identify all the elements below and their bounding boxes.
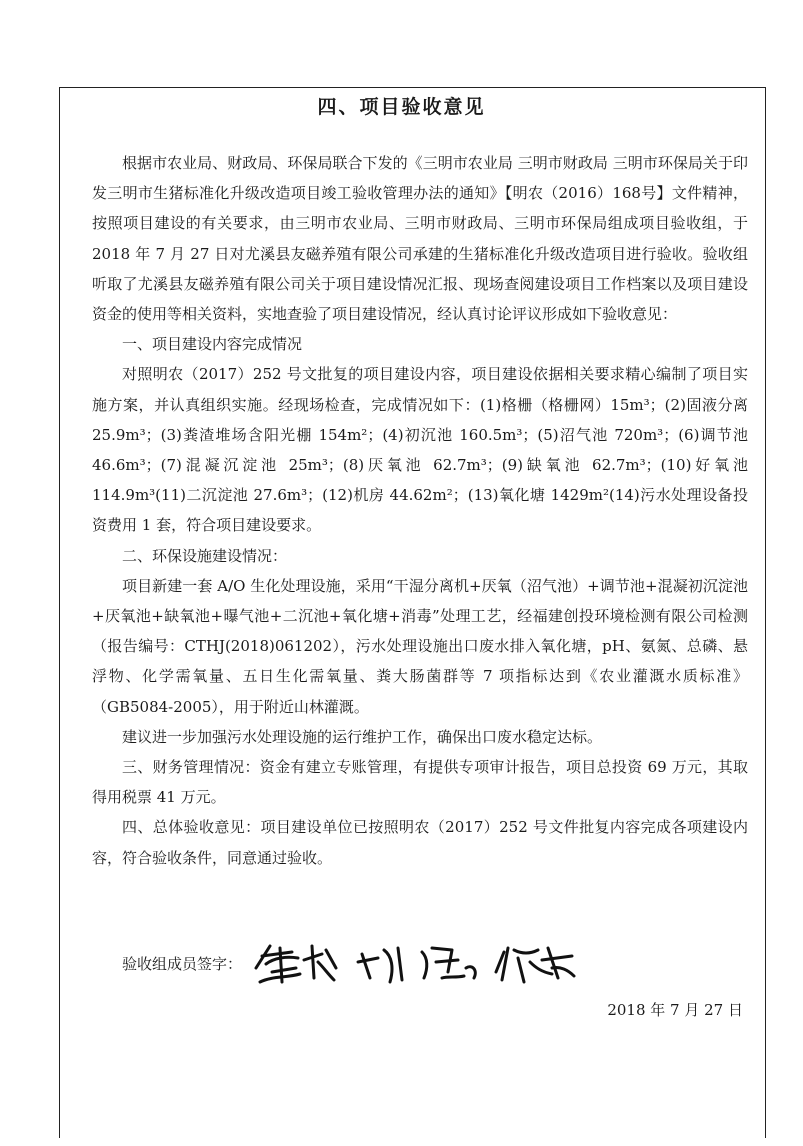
intro-paragraph: 根据市农业局、财政局、环保局联合下发的《三明市农业局 三明市财政局 三明市环保局关于印发三明市生猪标准化升级改造项目竣工验收管理办法的通知》【明农（2016）168号】文件精神，按照项目建设的有关要求，由三明市农业局、三明市财政局、三明市环保局组成项目验收组，于 2018 年 7 月 27 日对尤溪县友磁养殖有限公司承建的生猪标准化升级改造项目进行验收。验收组听取了尤溪县友磁养殖有限公司关于项目建设情况汇报、现场查阅建设项目工作档案以及项目建设资金的使用等相关资料，实地查验了项目建设情况，经认真讨论评议形成如下验收意见：: [92, 154, 748, 324]
signature-label: 验收组成员签字：: [122, 954, 243, 973]
section-1-paragraph: 对照明农（2017）252 号文批复的项目建设内容，项目建设依据相关要求精心编制了项目实施方案，并认真组织实施。经现场检查，完成情况如下：(1)格栅（格栅网）15m³；(2)固液分离 25.9m³；(3)粪渣堆场含阳光棚 154m²；(4)初沉池 160.5m³；(5)沼气池 720m³；(6)调节池 46.6m³；(7)混凝沉淀池 25m³；(8)厌氧池 62.7m³；(9)缺氧池 62.7m³；(10)好氧池 114.9m³(11)二沉淀池 27.6m³；(12)机房 44.62m²；(13)氧化塘 1429m²(14)污水处理设备投资费用 1 套，符合项目建设要求。: [92, 365, 748, 535]
section-3-paragraph: 三、财务管理情况：资金有建立专账管理，有提供专项审计报告，项目总投资 69 万元，其取得用税票 41 万元。: [92, 758, 748, 807]
section-heading-2: 二、环保设施建设情况：: [122, 546, 288, 565]
signature-row: [122, 938, 582, 988]
signing-date: 2018 年 7 月 27 日: [607, 1001, 743, 1019]
suggestion-paragraph: 建议进一步加强污水处理设施的运行维护工作，确保出口废水稳定达标。: [122, 727, 603, 746]
section-4-paragraph: 四、总体验收意见：项目建设单位已按照明农（2017）252 号文件批复内容完成各项建设内容，符合验收条件，同意通过验收。: [92, 818, 748, 867]
section-2-paragraph: 项目新建一套 A/O 生化处理设施，采用“干湿分离机+厌氧（沼气池）+调节池+混凝初沉淀池+厌氧池+缺氧池+曝气池+二沉池+氧化塘+消毒”处理工艺，经福建创投环境检测有限公司检测（报告编号：CTHJ(2018)061202），污水处理设施出口废水排入氧化塘，pH、氨氮、总磷、悬浮物、化学需氧量、五日生化需氧量、粪大肠菌群等 7 项指标达到《农业灌溉水质标准》（GB5084-2005），用于附近山林灌溉。: [92, 576, 748, 716]
document-body: [92, 148, 748, 873]
handwritten-signatures: [252, 938, 582, 988]
page-title: 四、项目验收意见: [317, 96, 486, 118]
section-heading-1: 一、项目建设内容完成情况: [122, 335, 303, 354]
